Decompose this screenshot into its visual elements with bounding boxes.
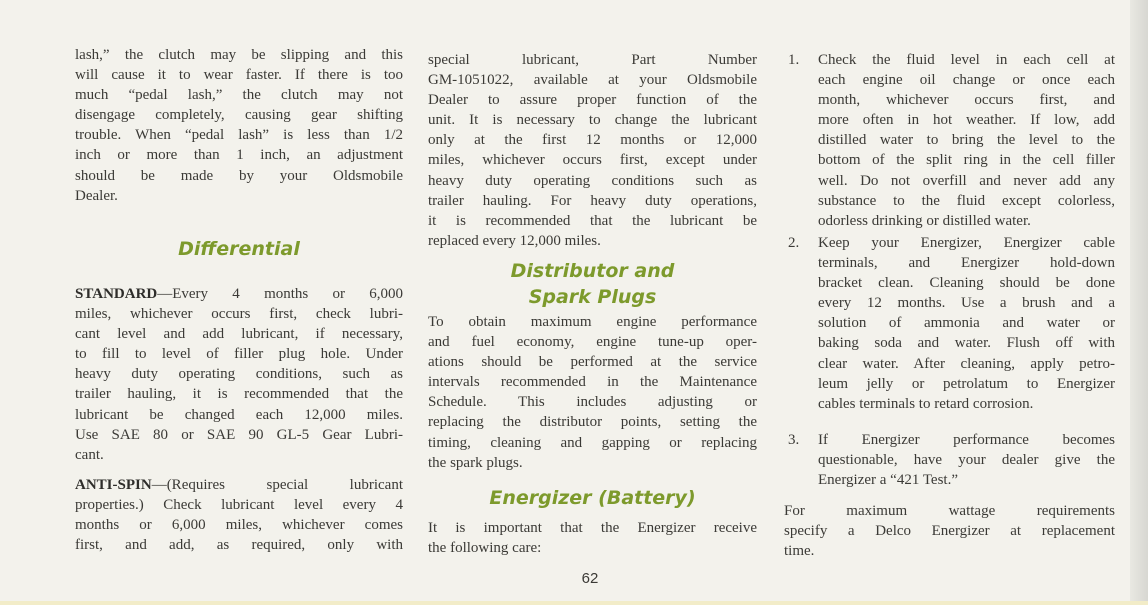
text-line: questionable, have your dealer give the xyxy=(818,452,1115,469)
text-line: properties.) Check lubricant level every 4 xyxy=(75,497,403,514)
text-run: —(Requires special lubricant xyxy=(151,477,403,493)
text-line: timing, cleaning and gapping or replacing xyxy=(428,434,757,451)
text-line: baking soda and water. Flush off with xyxy=(818,335,1115,352)
heading-line: Spark Plugs xyxy=(528,286,657,308)
list-item xyxy=(784,233,1115,414)
list-item xyxy=(784,50,1115,231)
paragraph xyxy=(75,284,403,465)
page-number: 62 xyxy=(581,570,599,587)
text-line: odorless drinking or distilled water. xyxy=(818,212,1031,229)
text-line: miles, whichever occurs first, check lubri- xyxy=(75,306,403,323)
lead-term: ANTI-SPIN xyxy=(75,477,152,493)
paragraph xyxy=(784,501,1115,561)
text-line: intervals recommended in the Maintenance xyxy=(428,374,757,391)
text-line: trouble. When “pedal lash” is less than 1/2 xyxy=(75,127,403,144)
text-line xyxy=(75,475,403,495)
text-line: ations should be performed at the service xyxy=(428,354,757,371)
page-bottom-edge xyxy=(0,601,1148,605)
item-body xyxy=(818,430,1115,490)
paragraph xyxy=(428,312,757,473)
text-line: terminals, and Energizer hold-down xyxy=(818,255,1115,272)
text-line: will cause it to wear faster. If there is too xyxy=(75,67,403,84)
text-line: lash,” the clutch may be slipping and this xyxy=(75,47,403,63)
text-line: replacing the distributor points, setting the xyxy=(428,414,757,431)
lead-term: STANDARD xyxy=(75,286,158,302)
section-heading xyxy=(428,258,757,310)
text-line: lubricant be changed each 12,000 miles. xyxy=(75,406,403,423)
heading-line: Energizer (Battery) xyxy=(489,487,696,509)
text-line: clear water. After cleaning, apply petro- xyxy=(818,355,1115,372)
text-line: every 12 months. Use a brush and a xyxy=(818,295,1115,312)
text-line: only at the first 12 months or 12,000 xyxy=(428,132,757,149)
text-line: To obtain maximum engine performance xyxy=(428,314,757,330)
text-line: time. xyxy=(784,543,815,560)
text-line: it is recommended that the lubricant be xyxy=(428,212,757,229)
text-line: well. Do not overfill and never add any xyxy=(818,172,1115,189)
item-body xyxy=(818,233,1115,414)
heading-line: Distributor and xyxy=(510,260,675,282)
item-number: 3. xyxy=(788,432,800,448)
text-line: the following care: xyxy=(428,540,542,557)
text-line: Keep your Energizer, Energizer cable xyxy=(818,235,1115,251)
text-line: substance to the fluid except colorless, xyxy=(818,192,1115,209)
text-line: inch or more than 1 inch, an adjustment xyxy=(75,147,403,164)
section-heading xyxy=(428,485,757,511)
paragraph xyxy=(75,45,403,206)
text-line: cant level and add lubricant, if necessary, xyxy=(75,326,403,343)
text-line: heavy duty operating conditions, such as xyxy=(75,366,403,383)
text-line: special lubricant, Part Number xyxy=(428,52,757,68)
text-line: the spark plugs. xyxy=(428,454,523,471)
text-line: Check the fluid level in each cell at xyxy=(818,52,1115,68)
text-line: Dealer. xyxy=(75,187,118,204)
paragraph xyxy=(428,518,757,558)
text-line: trailer hauling, it is recommended that the xyxy=(75,386,403,403)
text-line: Energizer a “421 Test.” xyxy=(818,472,959,489)
text-line: disengage completely, causing gear shifting xyxy=(75,107,403,124)
item-number: 2. xyxy=(788,235,800,251)
text-line: miles, whichever occurs first, except under xyxy=(428,152,757,169)
text-line: unit. It is necessary to change the lubricant xyxy=(428,112,757,129)
text-line: to fill to level of filler plug hole. Under xyxy=(75,346,403,363)
text-run: —Every 4 months or 6,000 xyxy=(157,286,403,302)
text-line: If Energizer performance becomes xyxy=(818,432,1115,448)
text-line: month, whichever occurs first, and xyxy=(818,92,1115,109)
list-item xyxy=(784,430,1115,490)
text-line: more often in hot weather. If low, add xyxy=(818,112,1115,129)
text-line: It is important that the Energizer receive xyxy=(428,520,757,536)
text-line: bracket clean. Cleaning should be done xyxy=(818,275,1115,292)
paragraph xyxy=(75,475,403,555)
text-line: months or 6,000 miles, whichever comes xyxy=(75,517,403,534)
text-line: For maximum wattage requirements xyxy=(784,503,1115,519)
text-line: and fuel economy, engine tune-up oper- xyxy=(428,334,757,351)
text-line: Schedule. This includes adjusting or xyxy=(428,394,757,411)
text-line: trailer hauling. For heavy duty operations, xyxy=(428,192,757,209)
text-line: GM-1051022, available at your Oldsmobile xyxy=(428,72,757,89)
text-line xyxy=(75,284,403,304)
section-heading xyxy=(75,236,403,262)
heading-line: Differential xyxy=(178,238,300,260)
text-line: replaced every 12,000 miles. xyxy=(428,232,601,249)
text-line: heavy duty operating conditions such as xyxy=(428,172,757,189)
text-line: specify a Delco Energizer at replacement xyxy=(784,523,1115,540)
text-line: solution of ammonia and water or xyxy=(818,315,1115,332)
text-line: Dealer to assure proper function of the xyxy=(428,92,757,109)
text-line: bottom of the split ring in the cell filler xyxy=(818,152,1115,169)
page-edge xyxy=(1130,0,1148,605)
item-body xyxy=(818,50,1115,231)
paragraph xyxy=(428,50,757,251)
text-line: should be made by your Oldsmobile xyxy=(75,167,403,184)
text-line: much “pedal lash,” the clutch may not xyxy=(75,87,403,104)
text-line: distilled water to bring the level to the xyxy=(818,132,1115,149)
text-line: cant. xyxy=(75,446,104,463)
item-number: 1. xyxy=(788,52,800,68)
text-line: Use SAE 80 or SAE 90 GL-5 Gear Lubri- xyxy=(75,426,403,443)
text-line: first, and add, as required, only with xyxy=(75,537,403,554)
text-line: each engine oil change or once each xyxy=(818,72,1115,89)
text-line: leum jelly or petrolatum to Energizer xyxy=(818,375,1115,392)
text-line: cables terminals to retard corrosion. xyxy=(818,395,1034,412)
